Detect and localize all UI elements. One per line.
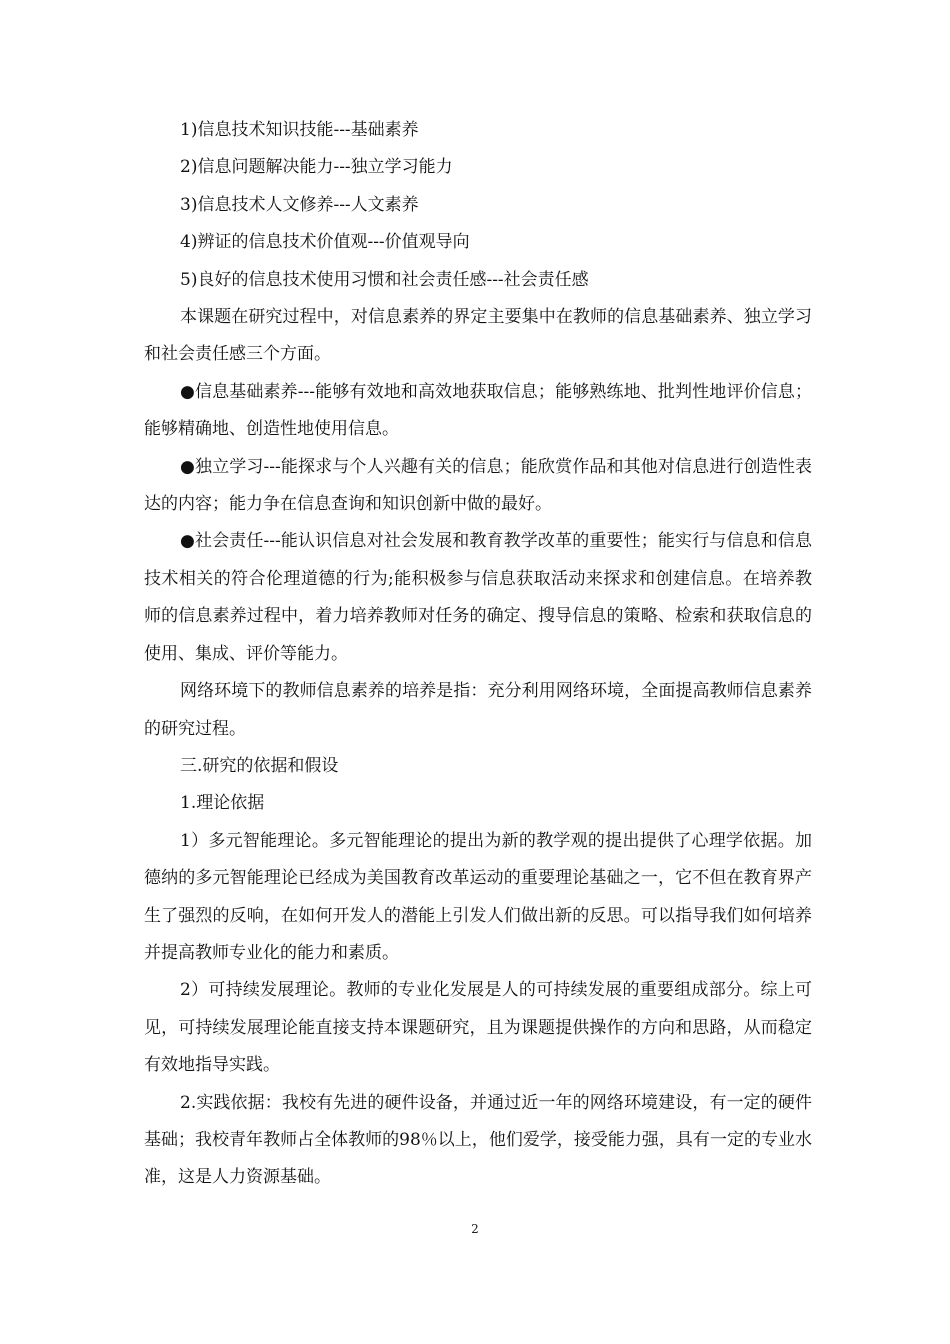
- subheading-theory: 1.理论依据: [180, 793, 265, 814]
- paragraph-definition-scope: 本课题在研究过程中，对信息素养的界定主要集中在教师的信息基础素养、独立学习和社会责任感三个方面。: [144, 307, 812, 365]
- list-item-4: 4)辨证的信息技术价值观---价值观导向: [180, 232, 470, 253]
- list-item-3: 3)信息技术人文修养---人文素养: [180, 194, 419, 215]
- paragraph-multiple-intelligences: 1）多元智能理论。多元智能理论的提出为新的教学观的提出提供了心理学依据。加德纳的多元智能理论已经成为美国教育改革运动的重要理论基础之一，它不但在教育界产生了强烈的反响，在如何开发人的潜能上引发人们做出新的反思。可以指导我们如何培养并提高教师专业化的能力和素质。: [144, 830, 812, 963]
- document-body: [144, 112, 812, 1197]
- bullet-basic-literacy: ●信息基础素养---能够有效地和高效地获取信息；能够熟练地、批判性地评价信息；能够精确地、创造性地使用信息。: [144, 381, 812, 440]
- paragraph-network-definition: 网络环境下的教师信息素养的培养是指：充分利用网络环境，全面提高教师信息素养的研究过程。: [144, 681, 812, 739]
- paragraph-sustainable-development: 2）可持续发展理论。教师的专业化发展是人的可持续发展的重要组成部分。综上可见，可持续发展理论能直接支持本课题研究，且为课题提供操作的方向和思路，从而稳定有效地指导实践。: [144, 980, 812, 1076]
- page-number: 2: [471, 1222, 479, 1236]
- bullet-independent-learning: ●独立学习---能探求与个人兴趣有关的信息；能欣赏作品和其他对信息进行创造性表达的内容；能力争在信息查询和知识创新中做的最好。: [144, 456, 812, 515]
- paragraph-practice-basis: 2.实践依据：我校有先进的硬件设备，并通过近一年的网络环境建设，有一定的硬件基础；我校青年教师占全体教师的98％以上，他们爱学，接受能力强，具有一定的专业水准，这是人力资源基础。: [144, 1092, 812, 1188]
- section-heading-basis: 三.研究的依据和假设: [180, 755, 339, 776]
- list-item-1: 1)信息技术知识技能---基础素养: [180, 120, 419, 140]
- list-item-2: 2)信息问题解决能力---独立学习能力: [180, 157, 453, 178]
- bullet-social-responsibility: ●社会责任---能认识信息对社会发展和教育教学改革的重要性；能实行与信息和信息技术相关的符合伦理道德的行为;能积极参与信息获取活动来探求和创建信息。在培养教师的信息素养过程中，着力培养教师对任务的确定、搜导信息的策略、检索和获取信息的使用、集成、评价等能力。: [144, 531, 812, 664]
- list-item-5: 5)良好的信息技术使用习惯和社会责任感---社会责任感: [180, 269, 589, 290]
